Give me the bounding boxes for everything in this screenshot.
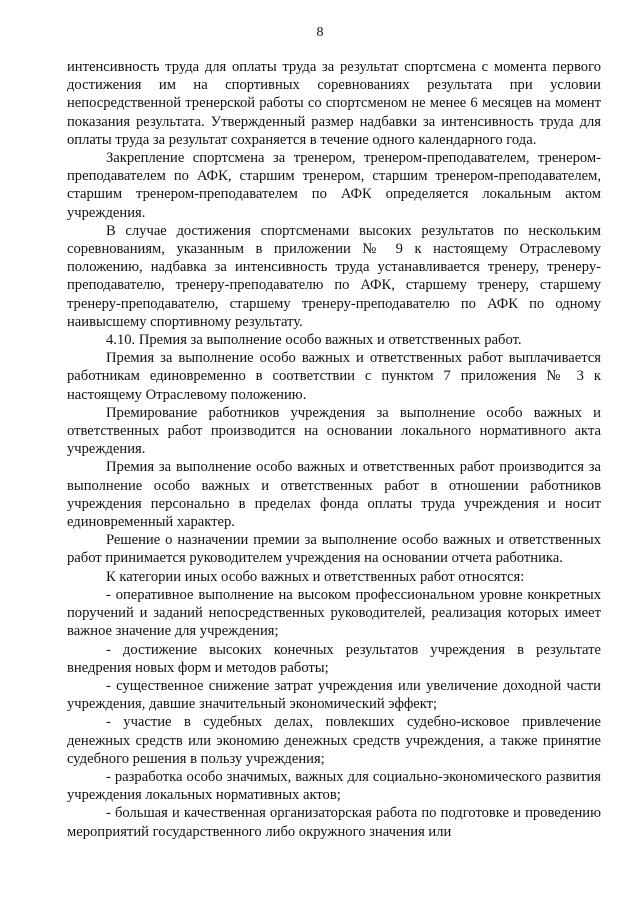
document-body: [67, 58, 601, 841]
list-item: - существенное снижение затрат учреждения или увеличение доходной части учреждения, давшие значительный экономический эффект;: [67, 677, 601, 713]
paragraph-bonus-paid: Премия за выполнение особо важных и ответственных работ выплачивается работникам единовременно в соответствии с пунктом 7 приложения № 3 к настоящему Отраслевому положению.: [67, 350, 601, 403]
paragraph-athlete-assignment: Закрепление спортсмена за тренером, тренером-преподавателем, тренером-преподавателем по АФК, старшим тренером, старшим тренером-преподавателем, старшим тренером-преподавателем по АФК определяется локальным актом учреждения.: [67, 150, 601, 221]
list-item: - большая и качественная организаторская работа по подготовке и проведению мероприятий государственного либо окружного значения или: [67, 805, 601, 840]
paragraph-bonus-scope: Премия за выполнение особо важных и ответственных работ производится за выполнение особо важных и ответственных работ в отношении работников учреждения персонально в пределах фонда оплаты труда учреждения и носит единовременный характер.: [67, 459, 601, 531]
list-item: - разработка особо значимых, важных для социально-экономического развития учреждения локальных нормативных актов;: [67, 768, 601, 804]
section-heading-4-10: 4.10. Премия за выполнение особо важных и ответственных работ.: [106, 332, 522, 349]
list-item: - достижение высоких конечных результатов учреждения в результате внедрения новых форм и методов работы;: [67, 641, 601, 676]
paragraph-categories-intro: К категории иных особо важных и ответственных работ относятся:: [106, 568, 525, 585]
list-item: - участие в судебных делах, повлекших судебно-исковое привлечение денежных средств или экономию денежных средств учреждения, а также принятие судебного решения в пользу учреждения;: [67, 714, 601, 767]
page-number: 8: [316, 25, 324, 40]
paragraph-bonus-basis: Премирование работников учреждения за выполнение особо важных и ответственных работ производится на основании локального нормативного акта учреждения.: [67, 404, 601, 458]
paragraph-continuation: интенсивность труда для оплаты труда за результат спортсмена с момента первого достижения им на спортивных соревнованиях результата при условии непосредственной тренерской работы со спортсменом не менее 6 месяцев на момент показания результата. Утвержденный размер надбавки за интенсивность труда для оплаты труда за результат сохраняется в течение одного календарного года.: [67, 59, 601, 148]
paragraph-bonus-decision: Решение о назначении премии за выполнение особо важных и ответственных работ принимается руководителем учреждения на основании отчета работника.: [67, 532, 601, 567]
list-item: - оперативное выполнение на высоком профессиональном уровне конкретных поручений и заданий непосредственных руководителей, реализация которых имеет важное значение для учреждения;: [67, 586, 601, 640]
paragraph-multiple-competitions: В случае достижения спортсменами высоких результатов по нескольким соревнованиям, указанным в приложении № 9 к настоящему Отраслевому положению, надбавка за интенсивность труда устанавливается тренеру, тренеру-преподавателю, тренеру-преподавателю по АФК, старшему тренеру, старшему тренеру-преподавателю, старшему тренеру-преподавателю по АФК по одному наивысшему спортивному результату.: [67, 222, 601, 330]
